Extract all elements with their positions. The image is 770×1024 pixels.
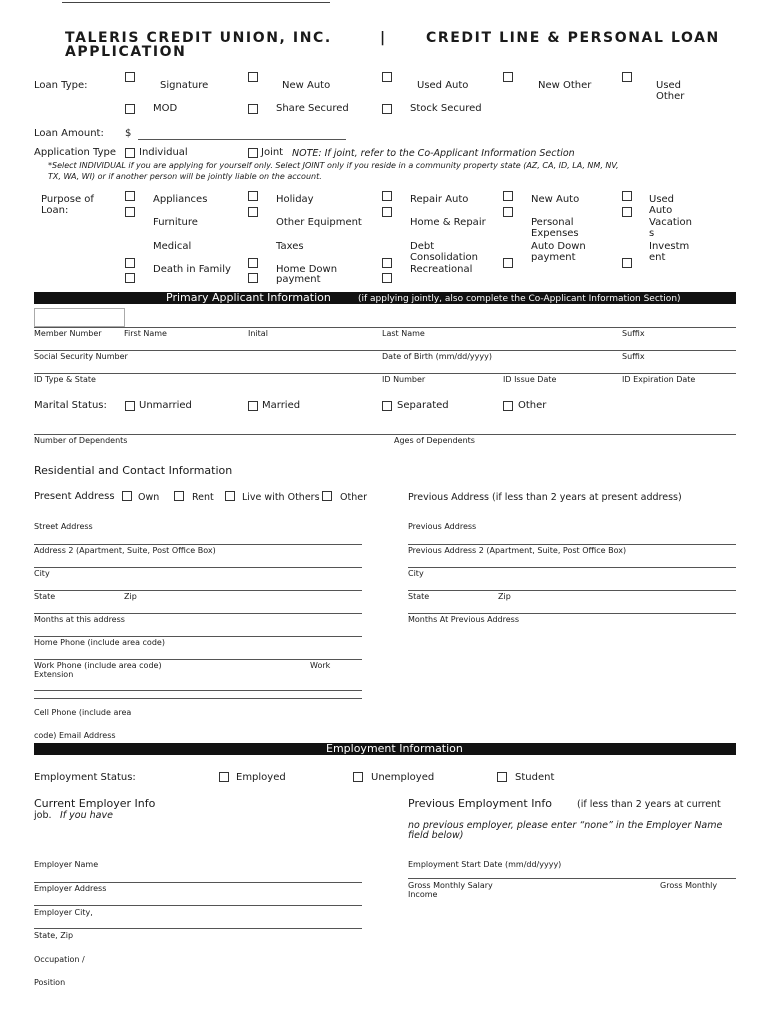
- loan-type-share-secured: Share Secured: [276, 103, 349, 114]
- purpose-investment-2: ent: [649, 252, 666, 263]
- id-expiration-label: ID Expiration Date: [622, 375, 696, 384]
- employment-employed-checkbox[interactable]: [219, 772, 229, 782]
- present-rent: Rent: [192, 492, 214, 503]
- applicant-row2-line: [34, 350, 736, 351]
- id-issue-date-label: ID Issue Date: [503, 375, 557, 384]
- purpose-home-repair: Home & Repair: [410, 217, 486, 228]
- purpose-label: Purpose of: [41, 194, 94, 205]
- months-previous-label: Months At Previous Address: [408, 615, 520, 624]
- loan-type-used-other-line2: Other: [656, 91, 685, 102]
- current-employer-sub: job.: [34, 810, 52, 821]
- marital-other: Other: [518, 400, 547, 411]
- purpose-appliances: Appliances: [153, 194, 208, 205]
- purpose-recreational: Recreational: [410, 264, 473, 275]
- purpose-furniture: Furniture: [153, 217, 198, 228]
- state-label: State: [34, 592, 56, 601]
- present-live-with-others: Live with Others: [242, 492, 320, 503]
- work-phone-line-2[interactable]: [34, 698, 362, 699]
- work-extension-label: Work: [310, 661, 331, 670]
- employment-unemployed: Unemployed: [371, 772, 435, 783]
- employer-name-label: Employer Name: [34, 860, 99, 869]
- purpose-holiday: Holiday: [276, 194, 314, 205]
- loan-type-used-other: Used: [656, 80, 682, 91]
- purpose-repair-auto: Repair Auto: [410, 194, 469, 205]
- home-phone-line[interactable]: [34, 659, 362, 660]
- primary-applicant-title: Primary Applicant Information: [166, 291, 331, 304]
- marital-unmarried-checkbox[interactable]: [125, 401, 135, 411]
- purpose-used-auto-checkbox[interactable]: [622, 191, 632, 201]
- city-line[interactable]: [34, 590, 362, 591]
- employment-status-label: Employment Status:: [34, 772, 136, 783]
- employer-city-line[interactable]: [34, 928, 362, 929]
- previous-city-label: City: [408, 569, 424, 578]
- application-instruction-1: *Select INDIVIDUAL if you are applying for yourself only. Select JOINT only if you reside in a community property state (AZ, CA, ID, LA, NM, NV,: [48, 161, 619, 170]
- current-employer-heading: Current Employer Info: [34, 797, 156, 810]
- purpose-label-2: Loan:: [41, 205, 69, 216]
- purpose-medical-checkbox[interactable]: [125, 258, 135, 268]
- email-label: code) Email Address: [34, 731, 116, 740]
- loan-type-mod-checkbox[interactable]: [125, 104, 135, 114]
- previous-employment-note-3: field below): [408, 830, 464, 841]
- residential-heading: Residential and Contact Information: [34, 464, 233, 477]
- purpose-debt-checkbox[interactable]: [382, 258, 392, 268]
- employment-student: Student: [515, 772, 555, 783]
- purpose-vacations-checkbox[interactable]: [622, 207, 632, 217]
- loan-type-new-auto-checkbox[interactable]: [248, 72, 258, 82]
- months-address-label: Months at this address: [34, 615, 125, 624]
- ssn-label: Social Security Number: [34, 352, 128, 361]
- street-address-label: Street Address: [34, 522, 93, 531]
- employment-unemployed-checkbox[interactable]: [353, 772, 363, 782]
- purpose-taxes-checkbox[interactable]: [248, 258, 258, 268]
- id-number-label: ID Number: [382, 375, 426, 384]
- home-phone-label: Home Phone (include area code): [34, 638, 165, 647]
- present-other-checkbox[interactable]: [322, 491, 332, 501]
- employer-address-label: Employer Address: [34, 884, 107, 893]
- dob-label: Date of Birth (mm/dd/yyyy): [382, 352, 492, 361]
- first-name-label: First Name: [124, 329, 167, 338]
- application-joint: Joint: [261, 147, 284, 158]
- applicant-row3-line: [34, 373, 736, 374]
- address2-line[interactable]: [34, 567, 362, 568]
- purpose-auto-down-checkbox[interactable]: [503, 258, 513, 268]
- employer-city-label: Employer City,: [34, 908, 93, 917]
- purpose-used-auto: Used: [649, 194, 675, 205]
- employer-address-line[interactable]: [34, 905, 362, 906]
- purpose-holiday-checkbox[interactable]: [248, 191, 258, 201]
- previous-address2-line[interactable]: [408, 567, 736, 568]
- previous-state-label: State: [408, 592, 430, 601]
- marital-separated: Separated: [397, 400, 449, 411]
- employment-student-checkbox[interactable]: [497, 772, 507, 782]
- purpose-auto-down: Auto Down: [531, 241, 586, 252]
- purpose-debt: Debt: [410, 241, 435, 252]
- purpose-investment-checkbox[interactable]: [622, 258, 632, 268]
- purpose-home-down-2: payment: [276, 274, 321, 285]
- purpose-home-down-checkbox[interactable]: [248, 273, 258, 283]
- purpose-personal-checkbox[interactable]: [503, 207, 513, 217]
- ages-label: Ages of Dependents: [394, 436, 475, 445]
- present-own-checkbox[interactable]: [122, 491, 132, 501]
- suffix-label: Suffix: [622, 329, 645, 338]
- city-label: City: [34, 569, 50, 578]
- purpose-investment: Investm: [649, 241, 690, 252]
- employment-title: Employment Information: [326, 742, 463, 755]
- present-own: Own: [138, 492, 160, 503]
- marital-other-checkbox[interactable]: [503, 401, 513, 411]
- loan-amount-label: Loan Amount:: [34, 128, 104, 139]
- present-rent-checkbox[interactable]: [174, 491, 184, 501]
- purpose-personal: Personal: [531, 217, 574, 228]
- previous-address2-label: Previous Address 2 (Apartment, Suite, Post Office Box): [408, 546, 627, 555]
- application-joint-checkbox[interactable]: [248, 148, 258, 158]
- purpose-other-equipment-checkbox[interactable]: [248, 207, 258, 217]
- purpose-repair-auto-checkbox[interactable]: [382, 191, 392, 201]
- purpose-medical: Medical: [153, 241, 192, 252]
- occupation-label: Occupation /: [34, 955, 85, 964]
- previous-address-heading: Previous Address (if less than 2 years at present address): [408, 492, 682, 503]
- org-name: TALERIS CREDIT UNION, INC.: [65, 30, 332, 46]
- marital-status-label: Marital Status:: [34, 400, 107, 411]
- loan-amount-field[interactable]: [138, 139, 346, 140]
- purpose-appliances-checkbox[interactable]: [125, 191, 135, 201]
- previous-address-line[interactable]: [408, 544, 736, 545]
- previous-state-zip-line[interactable]: [408, 613, 736, 614]
- zip-label: Zip: [124, 592, 137, 601]
- purpose-vacations-2: s: [649, 228, 655, 239]
- purpose-vacations: Vacation: [649, 217, 692, 228]
- purpose-death-checkbox[interactable]: [125, 273, 135, 283]
- cell-phone-label: Cell Phone (include area: [34, 708, 132, 717]
- purpose-other-equipment: Other Equipment: [276, 217, 362, 228]
- purpose-used-auto-2: Auto: [649, 205, 673, 216]
- state-zip-line[interactable]: [34, 613, 362, 614]
- loan-type-new-auto: New Auto: [282, 80, 331, 91]
- last-name-label: Last Name: [382, 329, 425, 338]
- loan-type-used-auto-checkbox[interactable]: [382, 72, 392, 82]
- application-individual: Individual: [139, 147, 188, 158]
- suffix-label-2: Suffix: [622, 352, 645, 361]
- loan-type-signature-checkbox[interactable]: [125, 72, 135, 82]
- purpose-home-repair-checkbox[interactable]: [382, 207, 392, 217]
- purpose-personal-2: Expenses: [531, 228, 579, 239]
- employment-employed: Employed: [236, 772, 286, 783]
- work-phone-label: Work Phone (include area code): [34, 661, 162, 670]
- present-address-label: Present Address: [34, 491, 115, 502]
- member-number-input[interactable]: [34, 308, 125, 327]
- purpose-death-in-family: Death in Family: [153, 264, 231, 275]
- applicant-row1-line: [34, 327, 736, 328]
- work-extension-label-2: Extension: [34, 670, 74, 679]
- purpose-furniture-checkbox[interactable]: [125, 207, 135, 217]
- months-address-line[interactable]: [34, 636, 362, 637]
- loan-amount-currency: $: [125, 128, 132, 139]
- top-rule: [62, 2, 330, 3]
- loan-type-stock-secured: Stock Secured: [410, 103, 482, 114]
- current-employer-sub-italic: If you have: [60, 810, 113, 821]
- dependents-line: [34, 434, 736, 435]
- purpose-home-down: Home Down: [276, 264, 338, 275]
- employer-name-line[interactable]: [34, 882, 362, 883]
- member-number-label: Member Number: [34, 329, 102, 338]
- gross-monthly-label: Gross Monthly: [660, 881, 718, 890]
- marital-married-checkbox[interactable]: [248, 401, 258, 411]
- loan-type-used-auto: Used Auto: [417, 80, 469, 91]
- id-type-label: ID Type & State: [34, 375, 96, 384]
- purpose-auto-down-2: payment: [531, 252, 576, 263]
- loan-type-used-other-checkbox[interactable]: [622, 72, 632, 82]
- application-joint-note: NOTE: If joint, refer to the Co-Applicant Information Section: [292, 148, 575, 159]
- address2-label: Address 2 (Apartment, Suite, Post Office Box): [34, 546, 216, 555]
- loan-type-mod: MOD: [153, 103, 178, 114]
- purpose-new-auto: New Auto: [531, 194, 580, 205]
- purpose-debt-2: Consolidation: [410, 252, 478, 263]
- primary-applicant-note: (if applying jointly, also complete the Co-Applicant Information Section): [358, 294, 681, 304]
- loan-type-new-other-checkbox[interactable]: [503, 72, 513, 82]
- loan-type-label: Loan Type:: [34, 80, 88, 91]
- previous-employment-note: (if less than 2 years at current: [577, 799, 721, 810]
- loan-type-share-secured-checkbox[interactable]: [248, 104, 258, 114]
- application-individual-checkbox[interactable]: [125, 148, 135, 158]
- street-address-line[interactable]: [34, 544, 362, 545]
- previous-address-label: Previous Address: [408, 522, 477, 531]
- previous-city-line[interactable]: [408, 590, 736, 591]
- purpose-new-auto-checkbox[interactable]: [503, 191, 513, 201]
- previous-zip-label: Zip: [498, 592, 511, 601]
- previous-employment-heading: Previous Employment Info: [408, 797, 553, 810]
- marital-separated-checkbox[interactable]: [382, 401, 392, 411]
- position-label: Position: [34, 978, 66, 987]
- initial-label: Inital: [248, 329, 268, 338]
- loan-type-new-other: New Other: [538, 80, 592, 91]
- employment-start-date-label: Employment Start Date (mm/dd/yyyy): [408, 860, 562, 869]
- purpose-taxes: Taxes: [276, 241, 304, 252]
- dependents-label: Number of Dependents: [34, 436, 128, 445]
- loan-type-stock-secured-checkbox[interactable]: [382, 104, 392, 114]
- present-other: Other: [340, 492, 367, 503]
- gross-monthly-salary-label: Gross Monthly Salary: [408, 881, 493, 890]
- org-name-line2: APPLICATION: [65, 44, 187, 60]
- header-separator: |: [380, 30, 387, 46]
- present-live-with-others-checkbox[interactable]: [225, 491, 235, 501]
- application-instruction-2: TX, WA, WI) or if another person will be jointly liable on the account.: [48, 172, 322, 181]
- purpose-recreational-checkbox[interactable]: [382, 273, 392, 283]
- work-phone-line[interactable]: [34, 690, 362, 691]
- loan-type-signature: Signature: [160, 80, 209, 91]
- marital-married: Married: [262, 400, 301, 411]
- application-type-label: Application Type: [34, 147, 117, 158]
- gross-monthly-salary-label-2: Income: [408, 890, 438, 899]
- form-title: CREDIT LINE & PERSONAL LOAN: [426, 30, 720, 46]
- employment-start-date-line[interactable]: [408, 878, 736, 879]
- previous-employment-note-2: no previous employer, please enter “none” in the Employer Name: [408, 820, 723, 831]
- marital-unmarried: Unmarried: [139, 400, 192, 411]
- employer-state-zip-label: State, Zip: [34, 931, 74, 940]
